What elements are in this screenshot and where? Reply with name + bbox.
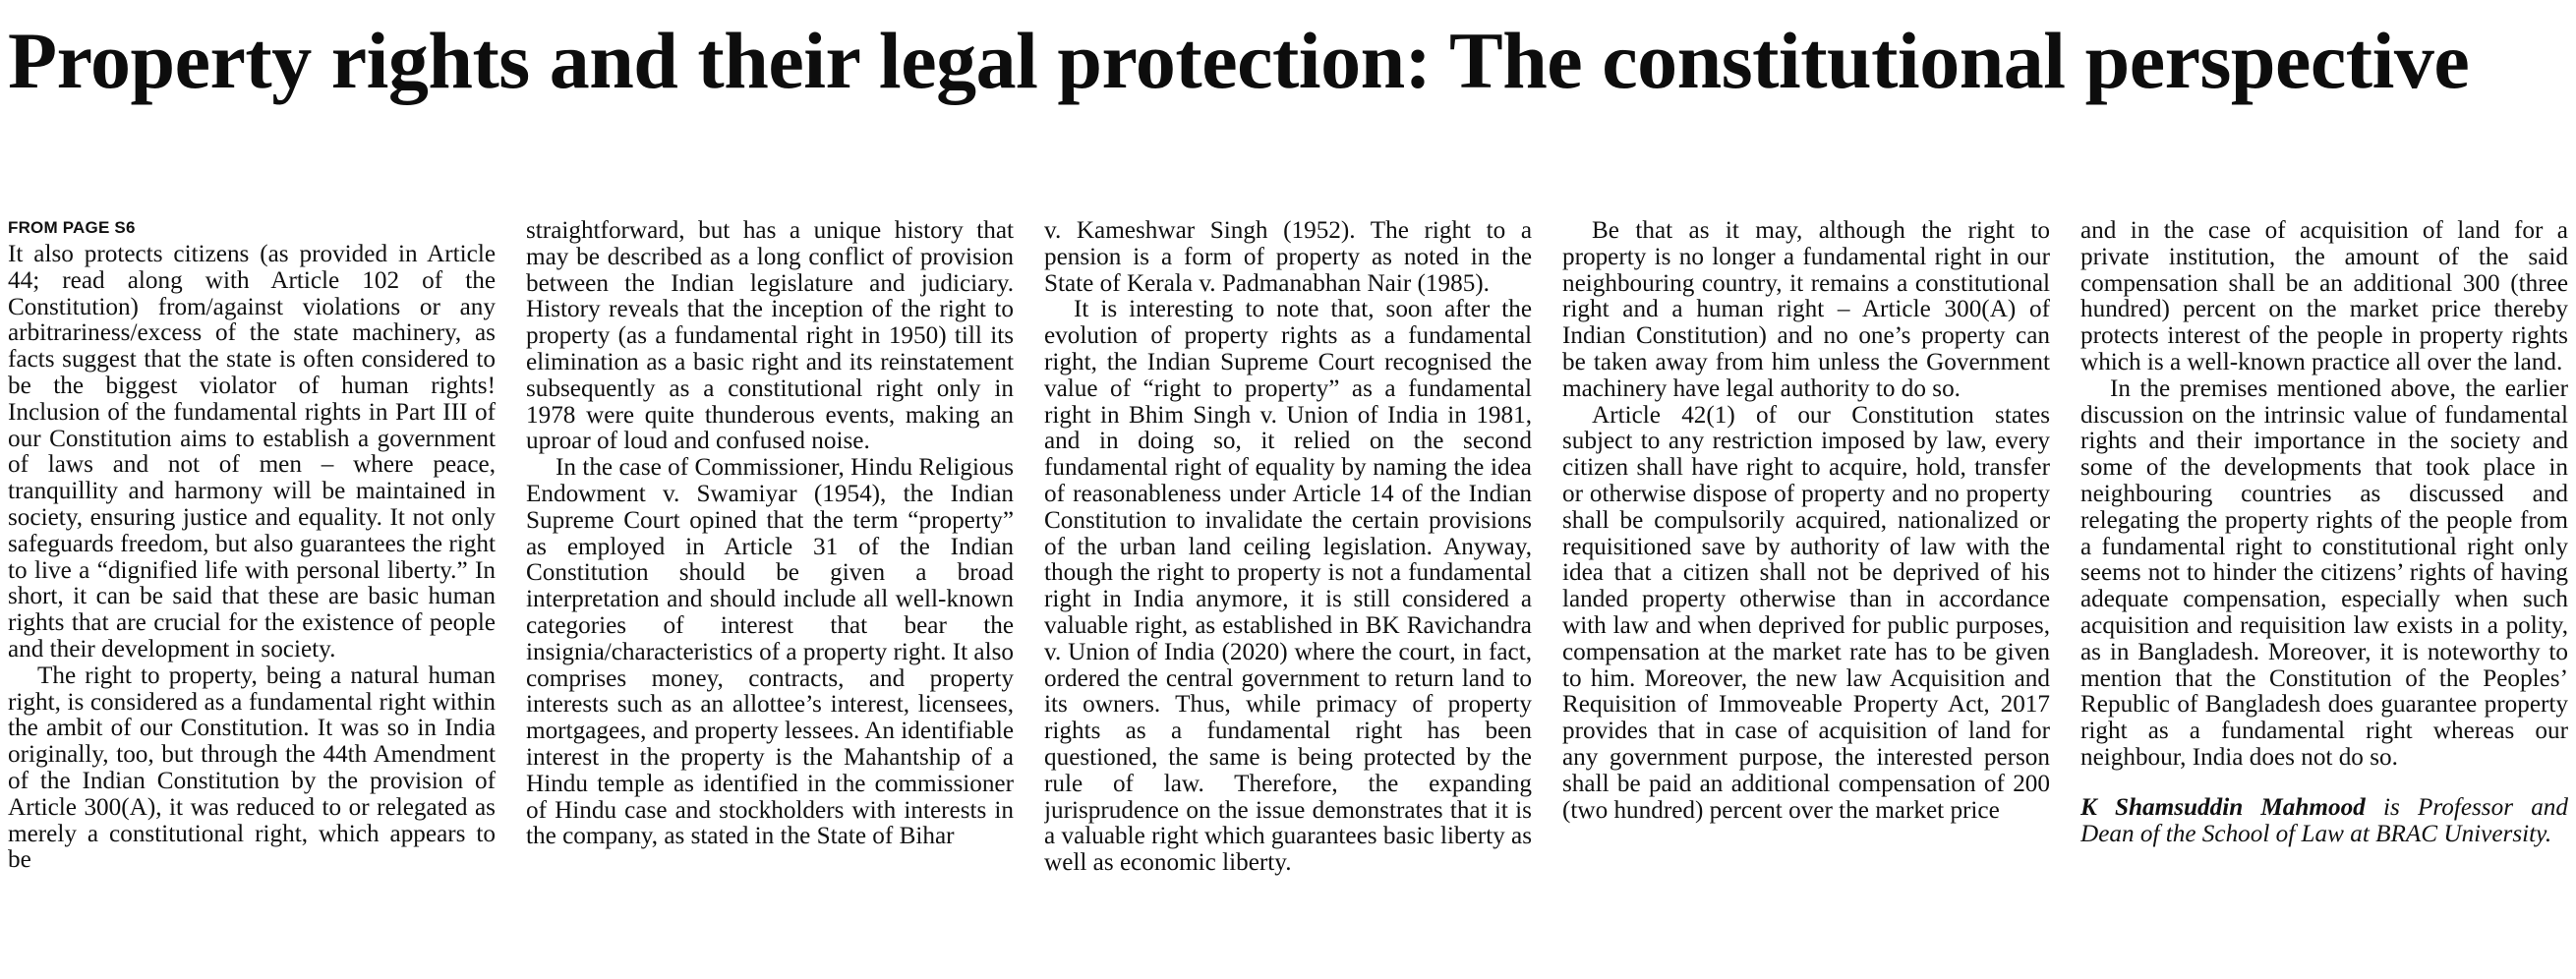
author-byline [2080, 795, 2568, 848]
paragraph: v. Kameshwar Singh (1952). The right to a pension is a form of property as noted in the State of Kerala v. Padmanabhan Nair (1985). [1044, 218, 1532, 297]
author-name: K Shamsuddin Mahmood [2080, 793, 2366, 821]
paragraph: In the case of Commissioner, Hindu Religious Endowment v. Swamiyar (1954), the Indian Supreme Court opined that the term “property” as employed in Article 31 of the Indian Constitution should be given a broad interpretation and should include all well-known categories of interest that bear the insignia/characteristics of a property right. It also comprises money, contracts, and property interests such as an allottee’s interest, licensees, mortgagees, and property lessees. An identifiable interest in the property is the Mahantship of a Hindu temple as identified in the commissioner of Hindu case and stockholders with interests in the company, as stated in the State of Bihar [526, 454, 1014, 850]
paragraph: straightforward, but has a unique history that may be described as a long conflict of provision between the Indian legislature and judiciary. History reveals that the inception of the right to property (as a fundamental right in 1950) till its elimination as a basic right and its reinstatement subsequently as a constitutional right only in 1978 were quite thunderous events, making an uproar of loud and confused noise. [526, 218, 1014, 455]
article-body [8, 218, 2568, 975]
paragraph: The right to property, being a natural human right, is considered as a fundamental right within the ambit of our Constitution. It was so in India originally, too, but through the 44th Amendment of the Indian Constitution by the provision of Article 300(A), it was reduced to or relegated as merely a constitutional right, which appears to be [8, 662, 496, 874]
article-headline: Property rights and their legal protection: The constitutional perspective [8, 16, 2470, 105]
paragraph: Article 42(1) of our Constitution states subject to any restriction imposed by law, every citizen shall have right to acquire, hold, transfer or otherwise dispose of property and no property shall be compulsorily acquired, nationalized or requisitioned save by authority of law with the idea that a citizen shall not be deprived of his landed property otherwise than in accordance with law and when deprived for public purposes, compensation at the market rate has to be given to him. Moreover, the new law Acquisition and Requisition of Immoveable Property Act, 2017 provides that in case of acquisition of land for any government purpose, the interested person shall be paid an additional compensation of 200 (two hundred) percent over the market price [1562, 401, 2050, 824]
paragraph: and in the case of acquisition of land for a private institution, the amount of the said compensation shall be an additional 300 (three hundred) percent on the market price thereby protects interest of the people in property rights which is a well-known practice all over the land. [2080, 218, 2568, 375]
text-column-5 [2080, 218, 2568, 975]
text-column-4 [1562, 218, 2050, 975]
author-bio: is Professor and Dean of the School of Law at BRAC University. [2080, 793, 2568, 847]
paragraph: It is interesting to note that, soon after the evolution of property rights as a fundamental right, the Indian Supreme Court recognised the value of “right to property” as a fundamental right in Bhim Singh v. Union of India in 1981, and in doing so, it relied on the second fundamental right of equality by naming the idea of reasonableness under Article 14 of the Indian Constitution to invalidate the certain provisions of the urban land ceiling legislation. Anyway, though the right to property is not a fundamental right in India anymore, it is still considered a valuable right, as established in BK Ravichandra v. Union of India (2020) where the court, in fact, ordered the central government to return land to its owners. Thus, while primacy of property rights as a fundamental right has been questioned, the same is being protected by the rule of law. Therefore, the expanding jurisprudence on the issue demonstrates that it is a valuable right which guarantees basic liberty as well as economic liberty. [1044, 296, 1532, 877]
continued-from-label: FROM PAGE S6 [8, 218, 136, 237]
paragraph: Be that as it may, although the right to property is no longer a fundamental right in our neighbouring country, it remains a constitutional right and a human right – Article 300(A) of Indian Constitution) and no one’s property can be taken away from him unless the Government machinery have legal authority to do so. [1562, 218, 2050, 402]
text-column-2 [526, 218, 1014, 975]
text-column-1 [8, 218, 496, 975]
paragraph: It also protects citizens (as provided in Article 44; read along with Article 102 of the Constitution) from/against violations or any arbitrariness/excess of the state machinery, as facts suggest that the state is often considered to be the biggest violator of human rights! Inclusion of the fundamental rights in Part III of our Constitution aims to establish a government of laws and not of men – where peace, tranquillity and harmony will be maintained in society, ensuring justice and equality. It not only safeguards freedom, but also guarantees the right to live a “dignified life with personal liberty.” In short, it can be said that these are basic human rights that are crucial for the existence of people and their development in society. [8, 241, 496, 662]
paragraph: In the premises mentioned above, the earlier discussion on the intrinsic value of fundamental rights and their importance in the society and some of the developments that took place in neighbouring countries as discussed and relegating the property rights of the people from a fundamental right to constitutional right only seems not to hinder the citizens’ rights of having adequate compensation, especially when such acquisition and requisition law exists in a polity, as in Bangladesh. Moreover, it is noteworthy to mention that the Constitution of the Peoples’ Republic of Bangladesh does guarantee property right as a fundamental right whereas our neighbour, India does not do so. [2080, 374, 2568, 771]
text-column-3 [1044, 218, 1532, 975]
